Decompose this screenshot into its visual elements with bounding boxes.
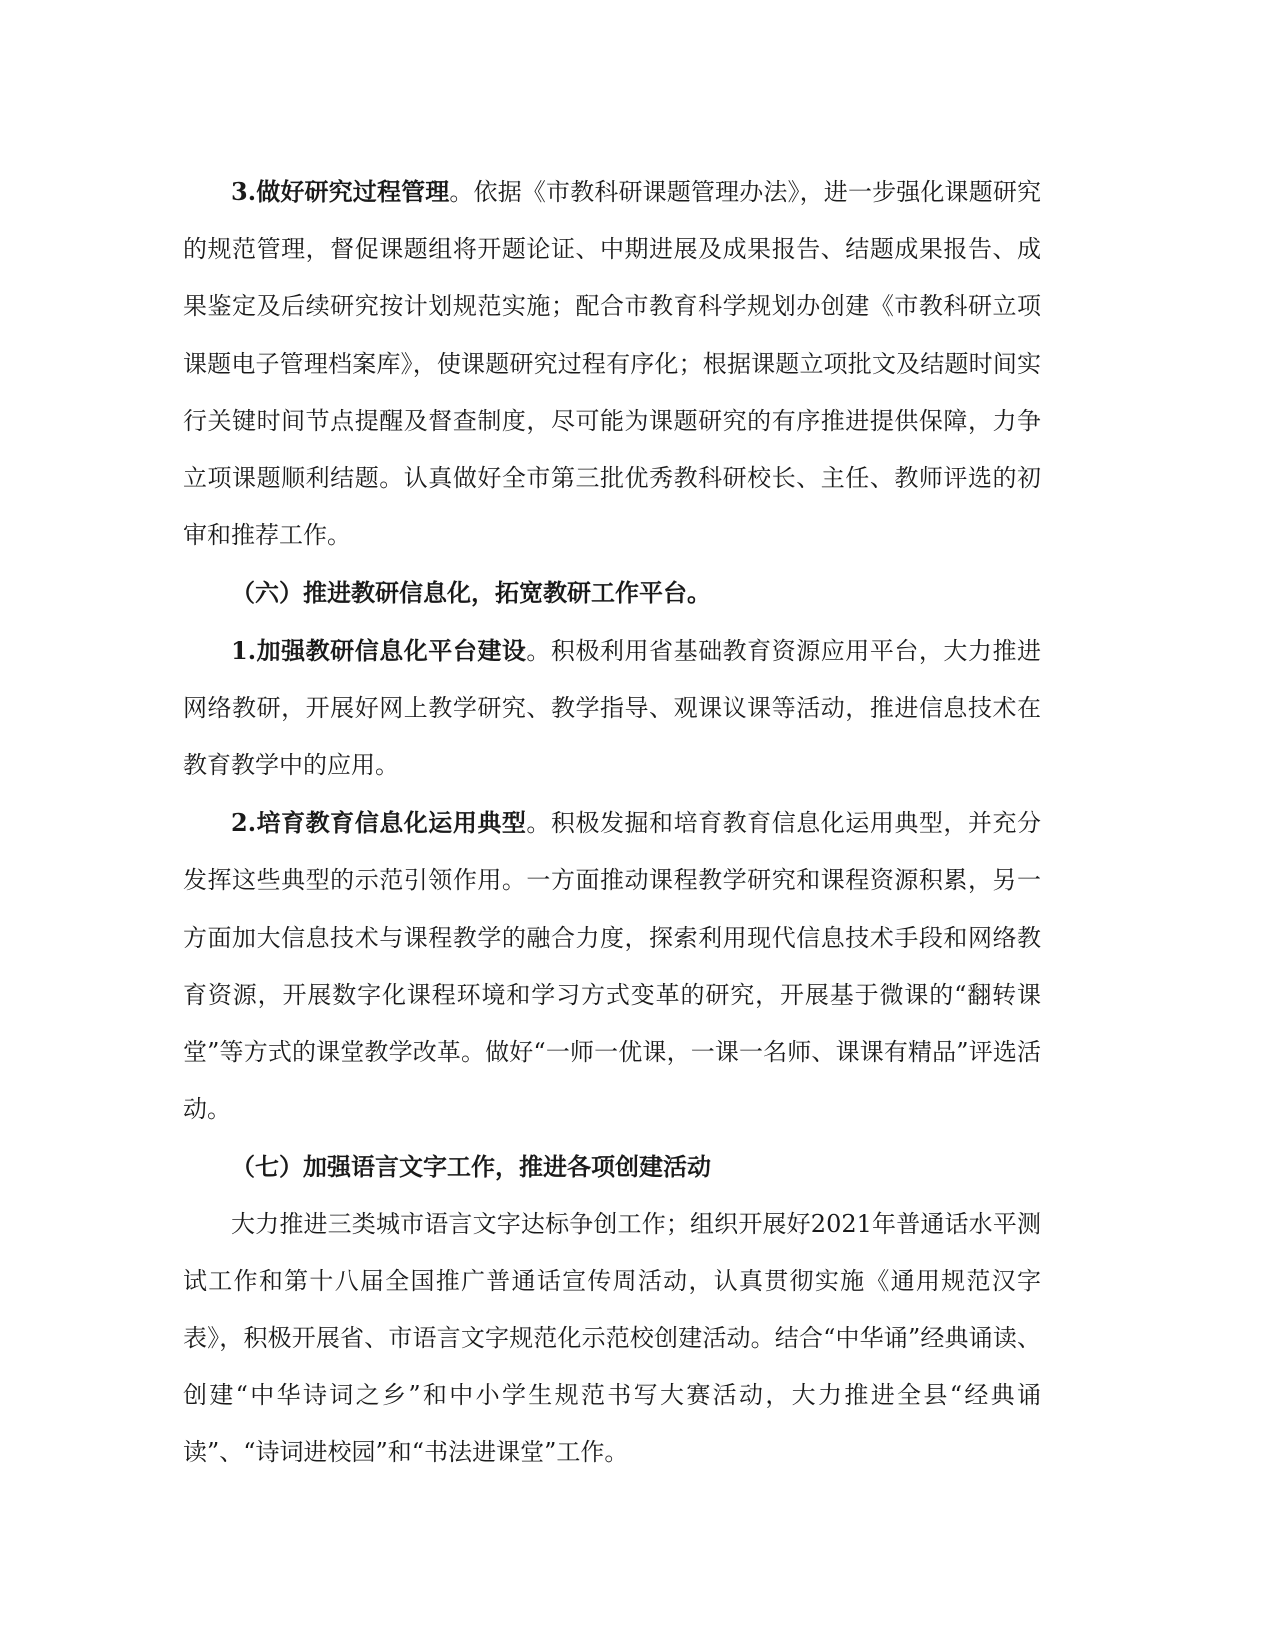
- paragraph-text: 。依据《市教科研课题管理办法》，进一步强化课题研究的规范管理，督促课题组将开题论证、中期进展及成果报告、结题成果报告、成果鉴定及后续研究按计划规范实施；配合市教育科学规划办创建《市教科研立项课题电子管理档案库》，使课题研究过程有序化；根据课题立项批文及结题时间实行关键时间节点提醒及督查制度，尽可能为课题研究的有序推进提供保障，力争立项课题顺利结题。认真做好全市第三批优秀教科研校长、主任、教师评选的初审和推荐工作。: [183, 178, 1041, 550]
- paragraph-lead: 2.培育教育信息化运用典型: [231, 808, 527, 838]
- paragraph-research-process-management: [183, 163, 1041, 564]
- paragraph-platform-construction: [183, 622, 1041, 795]
- paragraph-lead: 3.做好研究过程管理: [231, 177, 450, 206]
- paragraph-text: 。积极发掘和培育教育信息化运用典型，并充分发挥这些典型的示范引领作用。一方面推动课程教学研究和课程资源积累，另一方面加大信息技术与课程教学的融合力度，探索利用现代信息技术手段和网络教育资源，开展数字化课程环境和学习方式变革的研究，开展基于微课的“翻转课堂”等方式的课堂教学改革。做好“一师一优课，一课一名师、课课有精品”评选活动。: [183, 809, 1041, 1124]
- paragraph-lead: 1.加强教研信息化平台建设: [231, 635, 527, 665]
- paragraph-language-work: 大力推进三类城市语言文字达标争创工作；组织开展好2021年普通话水平测试工作和第十八届全国推广普通话宣传周活动，认真贯彻实施《通用规范汉字表》，积极开展省、市语言文字规范化示范校创建活动。结合“中华诵”经典诵读、创建“中华诗词之乡”和中小学生规范书写大赛活动，大力推进全县“经典诵读”、“诗词进校园”和“书法进课堂”工作。: [183, 1209, 1041, 1467]
- document-body: [183, 163, 1041, 1482]
- section-heading-7: （七）加强语言文字工作，推进各项创建活动: [231, 1152, 711, 1182]
- section-heading-6: （六）推进教研信息化，拓宽教研工作平台。: [231, 578, 711, 608]
- paragraph-text: 。积极利用省基础教育资源应用平台，大力推进网络教研，开展好网上教学研究、教学指导、观课议课等活动，推进信息技术在教育教学中的应用。: [183, 636, 1041, 780]
- paragraph-informatization-models: [183, 794, 1041, 1138]
